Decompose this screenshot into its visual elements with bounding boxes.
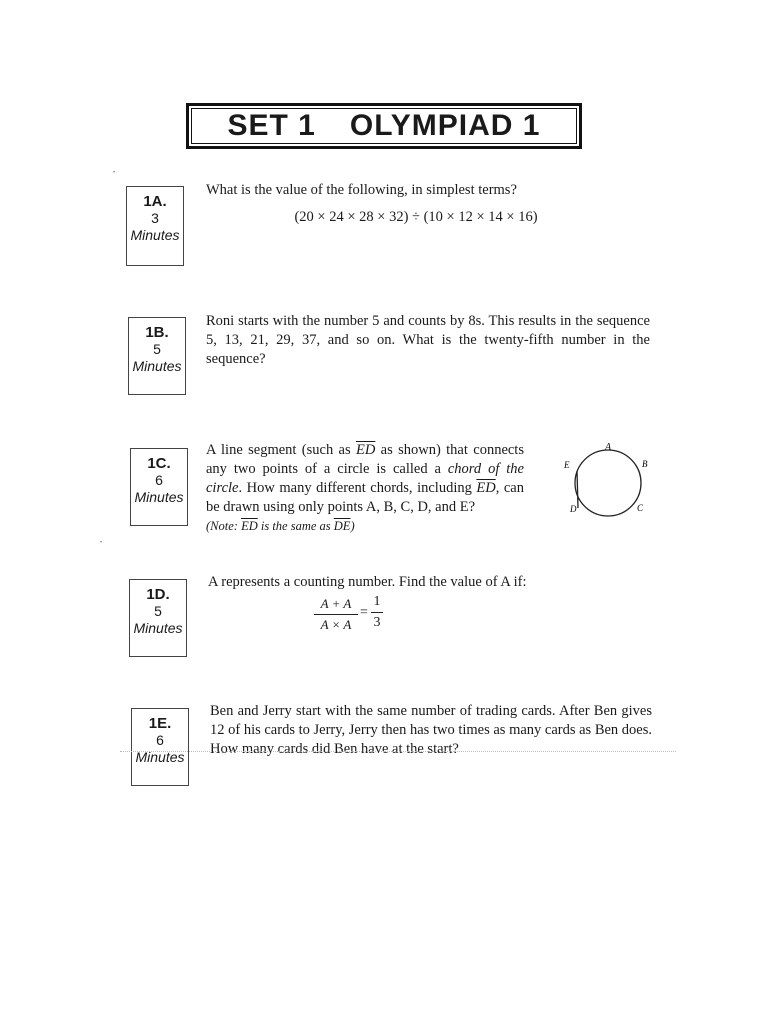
problem-1c-box xyxy=(130,448,188,526)
problem-id: 1A. xyxy=(143,193,167,210)
problem-1a-box xyxy=(126,186,184,266)
segment-label: $\overline{DE}$ xyxy=(333,519,351,533)
problem-1c-text xyxy=(206,441,524,536)
time-number: 5 xyxy=(154,603,162,619)
point-c-label: C xyxy=(637,503,644,513)
title-box xyxy=(186,103,582,149)
time-number: 3 xyxy=(151,210,159,226)
equals-sign: = xyxy=(360,605,368,620)
problem-1b-box xyxy=(128,317,186,395)
fraction-rhs xyxy=(370,594,384,631)
time-number: 6 xyxy=(155,472,163,488)
time-unit: Minutes xyxy=(130,227,180,243)
fraction-lhs xyxy=(314,596,358,633)
title-inner xyxy=(191,108,577,144)
problem-1a-expression: (20 × 24 × 28 × 32) ÷ (10 × 12 × 14 × 16) xyxy=(294,209,538,225)
note-part: ) xyxy=(350,519,355,533)
segment-label: $\overline{ED}$ xyxy=(355,442,376,458)
time-unit: Minutes xyxy=(135,749,185,765)
scan-dot: • xyxy=(113,170,116,176)
problem-1a-question: What is the value of the following, in simplest terms? xyxy=(206,182,517,198)
fraction-numerator: 1 xyxy=(373,594,381,609)
problem-id: 1E. xyxy=(148,715,172,732)
time-number: 6 xyxy=(156,732,164,748)
segment-label: $\overline{ED}$ xyxy=(241,519,258,533)
problem-id: 1B. xyxy=(145,324,169,341)
time-number: 5 xyxy=(153,341,161,357)
time-unit: Minutes xyxy=(132,358,182,374)
point-e-label: E xyxy=(564,460,570,470)
scan-dot: • xyxy=(100,540,103,546)
problem-1d-text: A represents a counting number. Find the value of A if: xyxy=(208,574,527,590)
fraction-numerator: A + A xyxy=(320,596,352,611)
fraction-denominator: A × A xyxy=(320,617,352,632)
circle-diagram xyxy=(558,440,658,524)
problem-1e-text: Ben and Jerry start with the same number of trading cards. After Ben gives 12 of his cards to Jerry, Jerry then has two times as many cards as Ben does. How many cards did Ben have at the start? xyxy=(210,703,653,757)
text-part: as shown) that connects any two points of a circle is called a xyxy=(206,442,524,477)
set-label: SET 1 xyxy=(227,109,316,142)
point-a-label: A xyxy=(605,442,612,453)
problem-1e-box xyxy=(131,708,189,786)
note-part: is the same as xyxy=(257,519,334,533)
term: chord of the circle xyxy=(206,461,524,496)
text-part: , can be drawn using only points A, B, C, D, and E? xyxy=(206,480,524,515)
segment-label: $\overline{ED}$ xyxy=(476,480,496,496)
chord-ed xyxy=(577,471,578,508)
fraction-bar xyxy=(314,614,358,615)
point-d-label: D xyxy=(570,504,577,514)
scan-artifact-line xyxy=(120,751,676,752)
text-part: A line segment (such as xyxy=(206,442,356,458)
problem-id: 1D. xyxy=(146,586,170,603)
time-unit: Minutes xyxy=(133,620,183,636)
problem-1b-text: Roni starts with the number 5 and counts by 8s. This results in the sequence 5, 13, 21, 29, 37, and so on. What is the twenty-fifth number in the sequence? xyxy=(206,313,650,367)
note-part: (Note: xyxy=(206,519,242,533)
problem-id: 1C. xyxy=(147,455,171,472)
problem-1d-box xyxy=(129,579,187,657)
fraction-bar xyxy=(371,612,383,613)
fraction-denominator: 3 xyxy=(373,615,381,630)
text-part: . How many different chords, including xyxy=(238,480,477,496)
problem-1c-note xyxy=(206,517,524,536)
circle xyxy=(575,450,641,516)
olympiad-label: OLYMPIAD 1 xyxy=(349,109,541,142)
time-unit: Minutes xyxy=(134,489,184,505)
point-b-label: B xyxy=(642,459,648,469)
problem-1a-text xyxy=(206,181,606,227)
